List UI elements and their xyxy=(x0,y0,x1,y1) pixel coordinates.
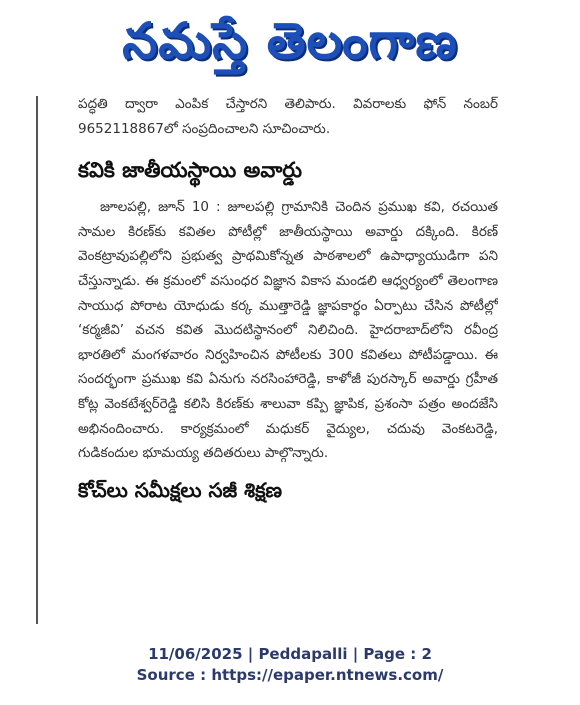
masthead xyxy=(0,0,580,86)
previous-article-text: పద్ధతి ద్వారా ఎంపిక చేస్తారని తెలిపారు. వివరాలకు ఫోన్ నంబర్ 9652118867లో సంప్రదించాలని సూచించారు. xyxy=(78,96,498,137)
article-body: జూలపల్లి, జూన్ 10 : జూలపల్లి గ్రామానికి చెందిన ప్రముఖ కవి, రచయిత సామల కిరణ్‌కు కవితల పోటీల్లో జాతీయస్థాయి అవార్డు దక్కింది. కిరణ్ వెంకట్రావుపల్లిలోని ప్రభుత్వ ప్రాథమికోన్నత పాఠశాలలో ఉపాధ్యాయుడిగా పని చేస్తున్నాడు. ఈ క్రమంలో వసుంధర విజ్ఞాన వికాస మండలి ఆధ్వర్యంలో తెలంగాణ సాయుధ పోరాట యోధుడు కర్క ముత్తారెడ్డి జ్ఞాపకార్థం ఏర్పాటు చేసిన పోటీల్లో ‘కర్మజీవి’ వచన కవిత మొదటిస్థానంలో నిలిచింది. హైదరాబాద్‌లోని రవీంద్ర భారతిలో మంగళవారం నిర్వహించిన పోటీలకు 300 కవితలు పోటీపడ్డాయి. ఈ సందర్భంగా ప్రముఖ కవి ఏనుగు నరసింహారెడ్డి, కాళోజీ పురస్కార్ అవార్డు గ్రహీత కోట్ల వెంకటేశ్వర్‌రెడ్డి కలిసి కిరణ్‌కు శాలువా కప్పి జ్ఞాపిక, ప్రశంసా పత్రం అందజేసి అభినందించారు. కార్యక్రమంలో మధుకర్ వైద్యుల, చదువు వెంకటరెడ్డి, గుడికందుల భూమయ్య తదితరులు పాల్గొన్నారు. xyxy=(78,199,498,462)
next-article-headline-cut: కోచ్‌లు సమీక్షలు సజీ శిక్షణ xyxy=(78,477,283,502)
source-link[interactable]: Source : https://epaper.ntnews.com/ xyxy=(136,666,444,684)
dateline: 11/06/2025 | Peddapalli | Page : 2 xyxy=(148,645,432,663)
news-clipping xyxy=(78,92,498,632)
column-divider xyxy=(36,96,38,624)
clipping-footer xyxy=(0,644,580,686)
newspaper-logo-title: నమస్తే తెలంగాణ xyxy=(122,12,458,70)
article-headline: కవికి జాతీయస్థాయి అవార్డు xyxy=(78,158,303,183)
